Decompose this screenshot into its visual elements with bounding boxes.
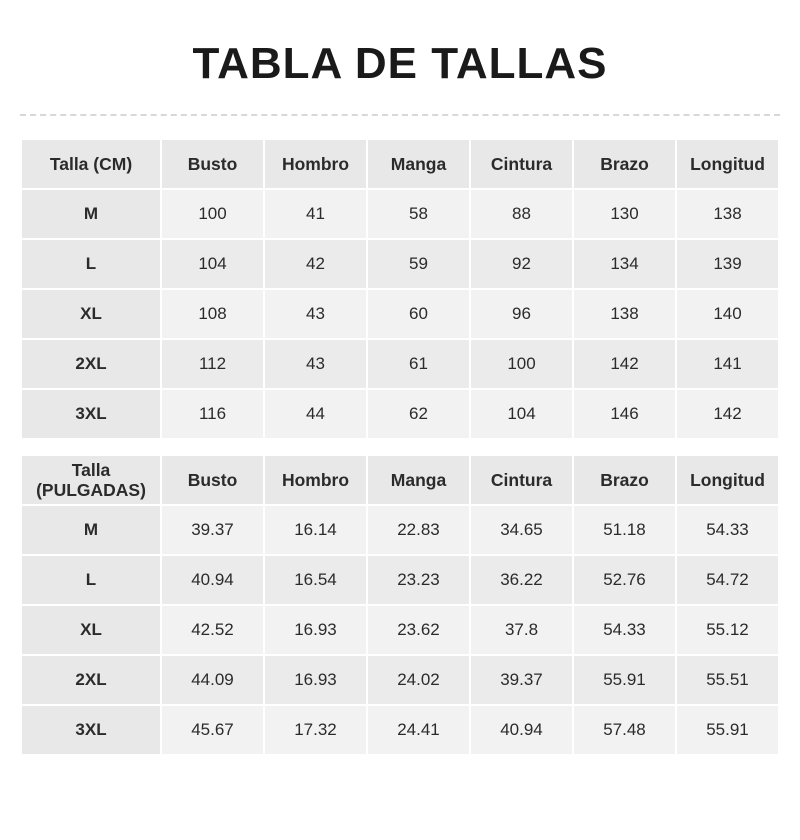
cell-hombro: 16.14 <box>264 505 367 555</box>
cell-size: XL <box>21 289 161 339</box>
cell-busto: 104 <box>161 239 264 289</box>
cell-manga: 22.83 <box>367 505 470 555</box>
size-table-cm <box>20 138 780 440</box>
cell-manga: 58 <box>367 189 470 239</box>
column-header-manga: Manga <box>367 139 470 189</box>
cell-hombro: 16.93 <box>264 605 367 655</box>
cell-longitud: 55.12 <box>676 605 779 655</box>
column-header-busto: Busto <box>161 455 264 505</box>
cell-manga: 60 <box>367 289 470 339</box>
cell-hombro: 17.32 <box>264 705 367 755</box>
cell-brazo: 55.91 <box>573 655 676 705</box>
cell-longitud: 139 <box>676 239 779 289</box>
size-table-inches <box>20 454 780 756</box>
cell-manga: 59 <box>367 239 470 289</box>
cell-size: M <box>21 505 161 555</box>
table-row <box>21 705 779 755</box>
cell-hombro: 16.54 <box>264 555 367 605</box>
table-row <box>21 239 779 289</box>
table-row <box>21 339 779 389</box>
table-header-row <box>21 455 779 505</box>
cell-size: L <box>21 555 161 605</box>
cell-brazo: 51.18 <box>573 505 676 555</box>
cell-hombro: 43 <box>264 289 367 339</box>
cell-size: XL <box>21 605 161 655</box>
column-header-size <box>21 455 161 505</box>
cell-busto: 116 <box>161 389 264 439</box>
cell-manga: 24.41 <box>367 705 470 755</box>
cell-brazo: 146 <box>573 389 676 439</box>
cell-busto: 45.67 <box>161 705 264 755</box>
column-header-size-line1: Talla <box>71 460 111 481</box>
table-header-row <box>21 139 779 189</box>
cell-cintura: 92 <box>470 239 573 289</box>
table-row <box>21 555 779 605</box>
cell-brazo: 138 <box>573 289 676 339</box>
cell-busto: 40.94 <box>161 555 264 605</box>
table-row <box>21 289 779 339</box>
cell-brazo: 52.76 <box>573 555 676 605</box>
column-header-size: Talla (CM) <box>21 139 161 189</box>
cell-longitud: 54.72 <box>676 555 779 605</box>
cell-manga: 23.23 <box>367 555 470 605</box>
cell-cintura: 36.22 <box>470 555 573 605</box>
cell-cintura: 100 <box>470 339 573 389</box>
cell-brazo: 142 <box>573 339 676 389</box>
cell-hombro: 43 <box>264 339 367 389</box>
cell-hombro: 44 <box>264 389 367 439</box>
column-header-busto: Busto <box>161 139 264 189</box>
size-chart-page <box>0 40 800 840</box>
column-header-hombro: Hombro <box>264 455 367 505</box>
cell-size: 3XL <box>21 705 161 755</box>
cell-manga: 24.02 <box>367 655 470 705</box>
column-header-hombro: Hombro <box>264 139 367 189</box>
cell-longitud: 55.51 <box>676 655 779 705</box>
column-header-manga: Manga <box>367 455 470 505</box>
cell-cintura: 96 <box>470 289 573 339</box>
cell-brazo: 130 <box>573 189 676 239</box>
cell-longitud: 55.91 <box>676 705 779 755</box>
cell-busto: 108 <box>161 289 264 339</box>
page-title: TABLA DE TALLAS <box>192 39 608 88</box>
cell-cintura: 39.37 <box>470 655 573 705</box>
cell-busto: 39.37 <box>161 505 264 555</box>
cell-longitud: 142 <box>676 389 779 439</box>
cell-size: L <box>21 239 161 289</box>
cell-busto: 44.09 <box>161 655 264 705</box>
column-header-brazo: Brazo <box>573 139 676 189</box>
cell-size: 2XL <box>21 655 161 705</box>
cell-longitud: 138 <box>676 189 779 239</box>
cell-cintura: 34.65 <box>470 505 573 555</box>
cell-cintura: 37.8 <box>470 605 573 655</box>
column-header-longitud: Longitud <box>676 455 779 505</box>
cell-longitud: 140 <box>676 289 779 339</box>
table-row <box>21 189 779 239</box>
table-row <box>21 389 779 439</box>
cell-size: 2XL <box>21 339 161 389</box>
cell-hombro: 41 <box>264 189 367 239</box>
cell-busto: 42.52 <box>161 605 264 655</box>
cell-size: 3XL <box>21 389 161 439</box>
cell-size: M <box>21 189 161 239</box>
column-header-longitud: Longitud <box>676 139 779 189</box>
table-row <box>21 655 779 705</box>
cell-brazo: 134 <box>573 239 676 289</box>
column-header-cintura: Cintura <box>470 139 573 189</box>
cell-longitud: 141 <box>676 339 779 389</box>
cell-hombro: 16.93 <box>264 655 367 705</box>
cell-cintura: 40.94 <box>470 705 573 755</box>
table-row <box>21 505 779 555</box>
cell-cintura: 104 <box>470 389 573 439</box>
table-row <box>21 605 779 655</box>
cell-manga: 62 <box>367 389 470 439</box>
dashed-divider <box>20 114 780 116</box>
cell-hombro: 42 <box>264 239 367 289</box>
column-header-size-line2: (PULGADAS) <box>36 480 146 501</box>
cell-busto: 100 <box>161 189 264 239</box>
cell-manga: 23.62 <box>367 605 470 655</box>
cell-manga: 61 <box>367 339 470 389</box>
cell-cintura: 88 <box>470 189 573 239</box>
cell-longitud: 54.33 <box>676 505 779 555</box>
column-header-brazo: Brazo <box>573 455 676 505</box>
cell-brazo: 57.48 <box>573 705 676 755</box>
cell-busto: 112 <box>161 339 264 389</box>
column-header-cintura: Cintura <box>470 455 573 505</box>
cell-brazo: 54.33 <box>573 605 676 655</box>
